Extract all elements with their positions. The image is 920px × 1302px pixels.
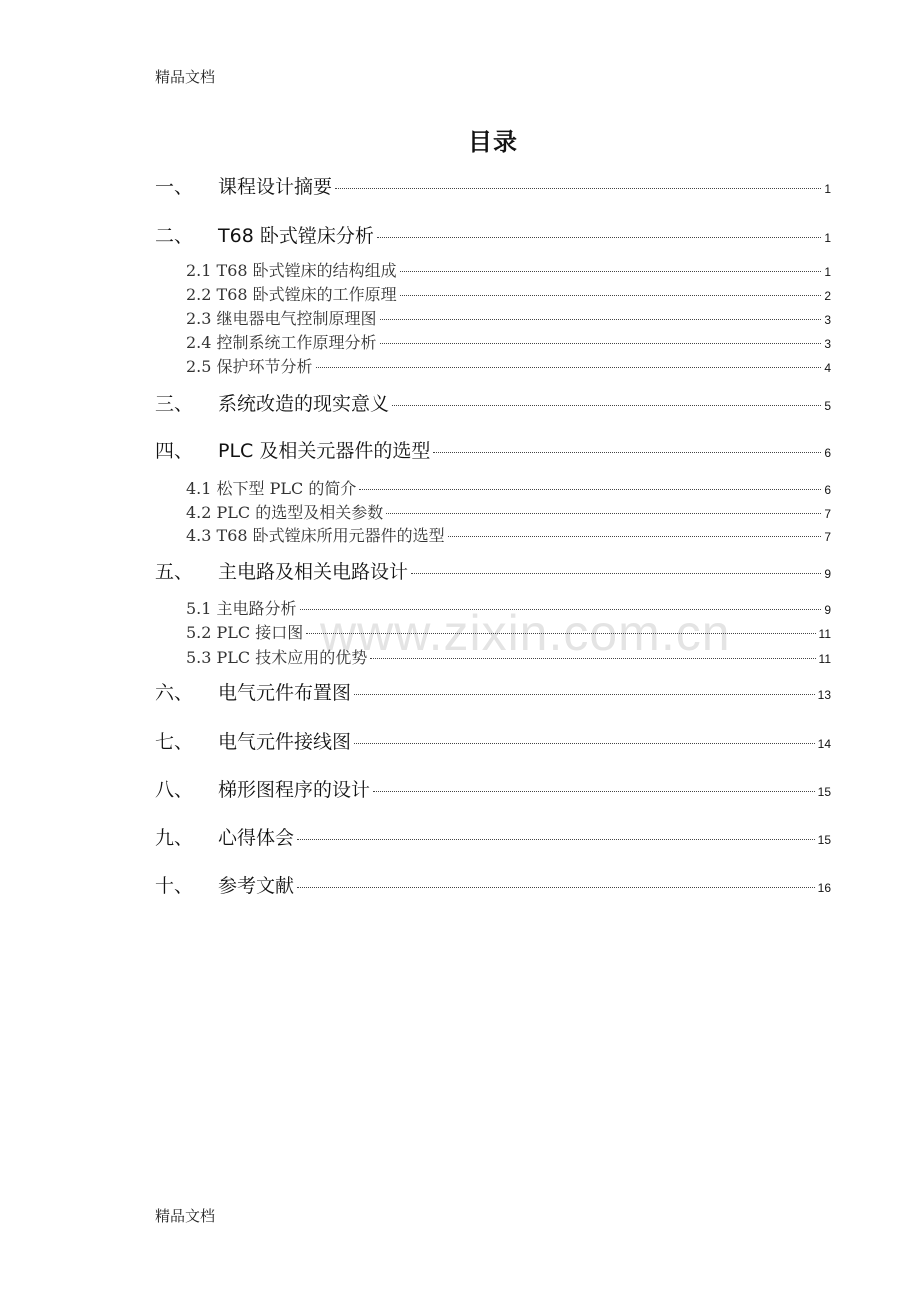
toc-page-number: 15 (817, 833, 831, 847)
toc-entry-4-1[interactable] (186, 476, 831, 499)
toc-entry-label: 2.4 控制系统工作原理分析 (186, 333, 377, 352)
toc-page-number: 15 (817, 785, 831, 799)
toc-entry-2-1[interactable] (186, 258, 831, 281)
toc-entry-label: 电气元件接线图 (218, 731, 352, 753)
toc-entry-1[interactable] (155, 172, 831, 199)
toc-entry-label: 5.1 主电路分析 (186, 599, 297, 618)
toc-entry-label: 梯形图程序的设计 (218, 779, 371, 801)
toc-entry-number: 六、 (155, 682, 194, 704)
page-footer: 精品文档 (155, 1207, 216, 1225)
toc-leader-dots (411, 573, 821, 574)
toc-entry-6[interactable] (155, 678, 831, 705)
toc-leader-dots (380, 343, 822, 344)
toc-leader-dots (297, 839, 815, 840)
toc-entry-label: 2.1 T68 卧式镗床的结构组成 (186, 261, 397, 280)
toc-entry-label: 系统改造的现实意义 (218, 393, 390, 415)
toc-entry-label: 5.2 PLC 接口图 (186, 623, 304, 642)
toc-entry-5[interactable] (155, 557, 831, 584)
toc-entry-label: PLC 及相关元器件的选型 (218, 440, 431, 462)
toc-entry-label: 主电路及相关电路设计 (218, 561, 409, 583)
toc-entry-number: 五、 (155, 561, 194, 583)
toc-page-number: 7 (824, 507, 831, 521)
toc-leader-dots (354, 694, 815, 695)
toc-entry-label: 4.2 PLC 的选型及相关参数 (186, 503, 384, 522)
toc-leader-dots (380, 319, 822, 320)
toc-page-number: 2 (824, 289, 831, 303)
toc-page-number: 16 (817, 881, 831, 895)
toc-entry-2-5[interactable] (186, 354, 831, 377)
toc-entry-label: 2.3 继电器电气控制原理图 (186, 309, 377, 328)
toc-page-number: 4 (824, 361, 831, 375)
toc-entry-8[interactable] (155, 775, 831, 802)
toc-entry-number: 四、 (155, 440, 194, 462)
toc-page-number: 1 (824, 182, 831, 196)
toc-entry-number: 十、 (155, 875, 194, 897)
toc-page-number: 9 (824, 603, 831, 617)
toc-page-number: 6 (824, 483, 831, 497)
toc-entry-4-3[interactable] (186, 523, 831, 546)
toc-leader-dots (300, 609, 822, 610)
toc-page-number: 13 (817, 688, 831, 702)
toc-entry-label: 参考文献 (218, 875, 295, 897)
toc-entry-4-2[interactable] (186, 500, 831, 523)
toc-entry-2-3[interactable] (186, 306, 831, 329)
page-header: 精品文档 (155, 68, 216, 86)
toc-leader-dots (306, 633, 815, 634)
toc-entry-2[interactable] (155, 221, 831, 248)
toc-entry-number: 二、 (155, 225, 194, 247)
toc-leader-dots (359, 489, 821, 490)
toc-title: 目录 (468, 128, 518, 156)
toc-page-number: 11 (818, 627, 831, 641)
toc-entry-5-3[interactable] (186, 645, 831, 668)
toc-entry-2-2[interactable] (186, 282, 831, 305)
toc-page-number: 5 (824, 399, 831, 413)
toc-entry-3[interactable] (155, 389, 831, 416)
toc-entry-number: 三、 (155, 393, 194, 415)
toc-page-number: 9 (824, 567, 831, 581)
toc-leader-dots (433, 452, 821, 453)
toc-entry-label: 2.2 T68 卧式镗床的工作原理 (186, 285, 397, 304)
toc-page-number: 11 (818, 652, 831, 666)
toc-entry-5-1[interactable] (186, 596, 831, 619)
toc-entry-number: 一、 (155, 176, 194, 198)
toc-leader-dots (448, 536, 822, 537)
toc-entry-label: 4.3 T68 卧式镗床所用元器件的选型 (186, 526, 445, 545)
toc-entry-label: 课程设计摘要 (218, 176, 333, 198)
toc-page-number: 6 (824, 446, 831, 460)
toc-entry-number: 七、 (155, 731, 194, 753)
toc-leader-dots (316, 367, 822, 368)
toc-leader-dots (335, 188, 821, 189)
toc-leader-dots (392, 405, 821, 406)
toc-entry-label: 5.3 PLC 技术应用的优势 (186, 648, 368, 667)
toc-leader-dots (386, 513, 821, 514)
toc-entry-2-4[interactable] (186, 330, 831, 353)
toc-leader-dots (354, 743, 815, 744)
toc-leader-dots (400, 271, 822, 272)
toc-entry-label: 心得体会 (218, 827, 295, 849)
toc-leader-dots (400, 295, 822, 296)
toc-entry-number: 九、 (155, 827, 194, 849)
watermark: www.zixin.com.cn (320, 605, 731, 661)
toc-leader-dots (370, 658, 815, 659)
toc-entry-4[interactable] (155, 436, 831, 463)
toc-leader-dots (297, 887, 815, 888)
toc-entry-label: T68 卧式镗床分析 (218, 225, 374, 247)
toc-entry-label: 电气元件布置图 (218, 682, 352, 704)
toc-entry-5-2[interactable] (186, 620, 831, 643)
toc-entry-label: 2.5 保护环节分析 (186, 357, 313, 376)
toc-page-number: 14 (817, 737, 831, 751)
toc-page-number: 7 (824, 530, 831, 544)
toc-page-number: 1 (824, 265, 831, 279)
toc-entry-label: 4.1 松下型 PLC 的简介 (186, 479, 357, 498)
toc-entry-7[interactable] (155, 727, 831, 754)
toc-leader-dots (377, 237, 821, 238)
toc-entry-9[interactable] (155, 823, 831, 850)
toc-page-number: 3 (824, 313, 831, 327)
toc-leader-dots (373, 791, 815, 792)
toc-entry-10[interactable] (155, 871, 831, 898)
toc-entry-number: 八、 (155, 779, 194, 801)
toc-page-number: 3 (824, 337, 831, 351)
toc-page-number: 1 (824, 231, 831, 245)
